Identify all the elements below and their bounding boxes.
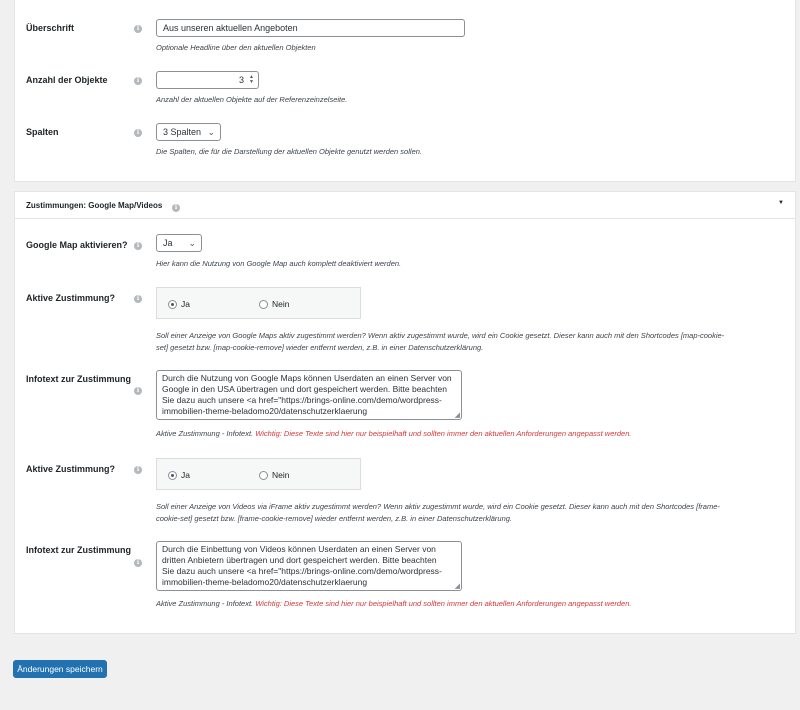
infotext-warning: Wichtig: Diese Texte sind hier nur beispielhaft und sollten immer den aktuellen Anforderungen angepasst werden.	[255, 599, 632, 608]
chevron-down-icon: ⌄	[207, 127, 215, 137]
video-consent-radio-yes[interactable]	[168, 469, 190, 481]
section-header[interactable]	[15, 192, 795, 219]
columns-select[interactable]	[156, 123, 221, 141]
info-icon[interactable]: i	[134, 387, 142, 395]
video-infotext-label: Infotext zur Zustimmung	[26, 545, 131, 555]
video-consent-description-line1: Soll einer Anzeige von Videos via iFrame aktiv zugestimmt werden? Wenn aktiv zugestimmt wurde, wird ein Cookie gesetzt. Dieser kann auch mit den Shortcodes [frame-	[156, 502, 720, 511]
textarea-line: immobilien-theme-beladomo20/datenschutzerklaerung	[162, 406, 368, 416]
info-icon[interactable]: i	[134, 77, 142, 85]
map-infotext-textarea[interactable]	[156, 370, 462, 420]
map-infotext-description	[156, 428, 631, 440]
google-map-description: Hier kann die Nutzung von Google Map auch komplett deaktiviert werden.	[156, 259, 402, 268]
save-changes-button[interactable]: Änderungen speichern	[13, 660, 107, 678]
resize-grip-icon[interactable]: ◢	[454, 583, 460, 590]
count-description: Anzahl der aktuellen Objekte auf der Referenzeinzelseite.	[156, 95, 348, 104]
section-title: Zustimmungen: Google Map/Videos	[26, 201, 163, 210]
map-consent-label: Aktive Zustimmung?	[26, 293, 116, 303]
map-consent-radio-yes[interactable]	[168, 298, 190, 310]
video-consent-radio-no[interactable]	[259, 469, 289, 481]
radio-unchecked-icon	[259, 300, 268, 309]
info-icon[interactable]: i	[134, 129, 142, 137]
radio-yes-label: Ja	[181, 470, 190, 480]
infotext-warning: Wichtig: Diese Texte sind hier nur beispielhaft und sollten immer den aktuellen Anforderungen angepasst werden.	[255, 429, 632, 438]
settings-panel-objects	[14, 0, 796, 182]
map-consent-radio-no[interactable]	[259, 298, 289, 310]
textarea-line: Sie dazu auch unsere <a href="https://brings-online.com/demo/wordpress-	[162, 566, 442, 576]
radio-yes-label: Ja	[181, 299, 190, 309]
count-label: Anzahl der Objekte	[26, 75, 108, 85]
infotext-note: Aktive Zustimmung - Infotext.	[156, 599, 254, 608]
google-map-select[interactable]	[156, 234, 202, 252]
video-consent-description-line2: cookie-set] gesetzt bzw. [frame-cookie-remove] wieder entfernt werden, z.B. in einer Datenschutzerklärung.	[156, 514, 512, 523]
radio-no-label: Nein	[272, 470, 290, 480]
spinner-arrows-icon[interactable]: ▲ ▼	[249, 74, 254, 85]
count-number-input[interactable]	[156, 71, 259, 89]
video-infotext-textarea[interactable]	[156, 541, 462, 591]
info-icon[interactable]: i	[172, 204, 180, 212]
map-consent-radio-group	[156, 287, 361, 319]
info-icon[interactable]: i	[134, 466, 142, 474]
google-map-label: Google Map aktivieren?	[26, 240, 128, 250]
chevron-down-icon: ⌄	[188, 238, 196, 248]
resize-grip-icon[interactable]: ◢	[454, 412, 460, 419]
video-consent-description	[156, 501, 720, 525]
textarea-line: Durch die Nutzung von Google Maps können Userdaten an einen Server von	[162, 373, 452, 383]
info-icon[interactable]: i	[134, 295, 142, 303]
textarea-line: dritten Anbietern übertragen und dort gespeichert werden. Bitte beachten	[162, 555, 437, 565]
columns-label: Spalten	[26, 127, 59, 137]
textarea-line: immobilien-theme-beladomo20/datenschutzerklaerung	[162, 577, 368, 587]
info-icon[interactable]: i	[134, 25, 142, 33]
info-icon[interactable]: i	[134, 242, 142, 250]
map-consent-description-line2: set] gesetzt bzw. [map-cookie-remove] wieder entfernt werden, z.B. in einer Datenschutzerklärung.	[156, 343, 484, 352]
count-value: 3	[238, 75, 244, 85]
radio-checked-icon	[168, 471, 177, 480]
headline-input[interactable]: Aus unseren aktuellen Angeboten	[156, 19, 465, 37]
map-consent-description	[156, 330, 724, 354]
video-consent-label: Aktive Zustimmung?	[26, 464, 116, 474]
google-map-selected-value: Ja	[163, 238, 173, 248]
radio-checked-icon	[168, 300, 177, 309]
columns-description: Die Spalten, die für die Darstellung der aktuellen Objekte genutzt werden sollen.	[156, 147, 422, 156]
video-infotext-description	[156, 598, 631, 610]
map-infotext-label: Infotext zur Zustimmung	[26, 374, 131, 384]
headline-description: Optionale Headline über den aktuellen Objekten	[156, 43, 316, 52]
info-icon[interactable]: i	[134, 559, 142, 567]
map-consent-description-line1: Soll einer Anzeige von Google Maps aktiv zugestimmt werden? Wenn aktiv zugestimmt wurde, wird ein Cookie gesetzt. Dieser kann auch mit den Shortcodes [map-cookie-	[156, 331, 725, 340]
columns-selected-value: 3 Spalten	[163, 127, 202, 137]
radio-no-label: Nein	[272, 299, 290, 309]
settings-panel-consent	[14, 191, 796, 634]
caret-down-icon[interactable]: ▼	[778, 200, 784, 206]
textarea-line: Durch die Einbettung von Videos können Userdaten an einen Server von	[162, 544, 436, 554]
infotext-note: Aktive Zustimmung - Infotext.	[156, 429, 254, 438]
textarea-line: Google in den USA übertragen und dort gespeichert werden. Bitte beachten	[162, 384, 447, 394]
radio-unchecked-icon	[259, 471, 268, 480]
video-consent-radio-group	[156, 458, 361, 490]
textarea-line: Sie dazu auch unsere <a href="https://brings-online.com/demo/wordpress-	[162, 395, 442, 405]
headline-label: Überschrift	[26, 23, 75, 33]
